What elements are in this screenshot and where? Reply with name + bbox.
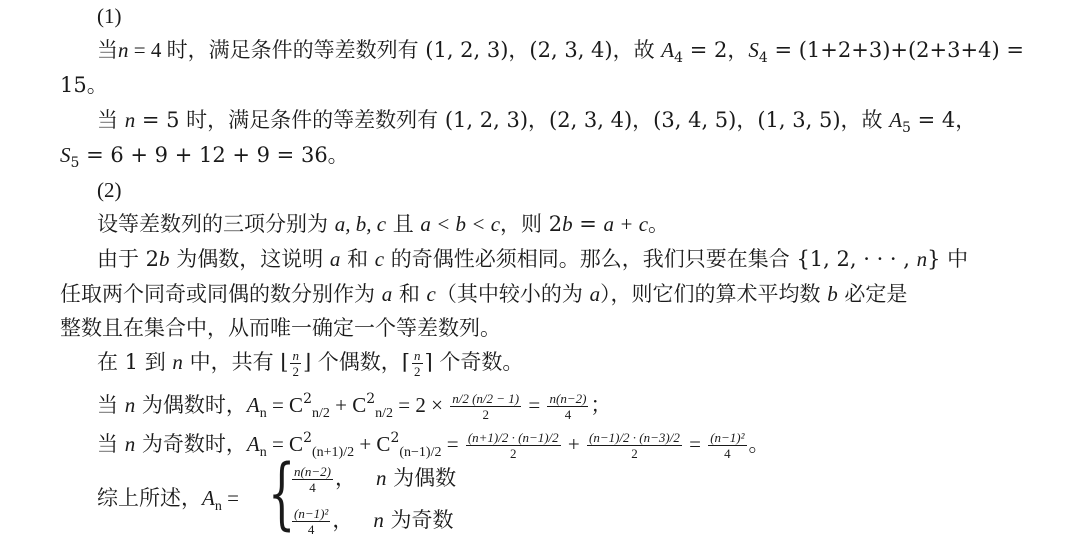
p2-l2a: 由于 2 — [97, 247, 160, 271]
p1-line1 — [97, 36, 1024, 72]
p1-line4 — [60, 141, 349, 177]
sub-5: 5 — [902, 120, 911, 136]
p2-l1d: a < b < c — [420, 212, 501, 236]
p1-l1b: 时，满足条件的等差数列有 (1, 2, 3)，(2, 3, 4)，故 — [166, 38, 662, 62]
frac-num: n(n−2) — [549, 391, 587, 406]
p2-l2i: } 中 — [927, 247, 969, 271]
frac-n-2b — [412, 348, 423, 379]
p1-line3 — [97, 106, 976, 142]
p2-l3h: b — [827, 282, 838, 306]
even-sub2: n/2 — [375, 406, 394, 421]
odd-a: 当 — [97, 432, 125, 456]
p2-l5e: ⌉ 个奇数。 — [424, 350, 524, 374]
even-frac1 — [450, 391, 521, 422]
frac-den: 2 — [631, 446, 638, 461]
p2-l2h: n — [916, 247, 928, 271]
frac-num: (n−1)/2 · (n−3)/2 — [589, 430, 680, 445]
p2-l2b: b — [159, 247, 170, 271]
sub-5b: 5 — [70, 155, 80, 171]
case1-sep: ， — [334, 466, 376, 490]
p2-l3i: 必定是 — [837, 282, 908, 306]
p2-l1a: 设等差数列的三项分别为 — [97, 212, 335, 236]
p2-l5d: ⌋ 个偶数，⌈ — [302, 350, 410, 374]
odd-eq2: = — [683, 432, 707, 456]
var-A: A — [202, 486, 215, 510]
p2-l3f: a — [589, 282, 601, 306]
p1-l1a: 当 — [97, 38, 118, 62]
frac-num: n — [292, 348, 299, 363]
p2-l4: 整数且在集合中，从而唯一确定一个等差数列。 — [60, 316, 501, 340]
even-plus: + C — [329, 393, 367, 417]
odd-b: n — [124, 432, 136, 456]
p2-l5b: n — [172, 350, 183, 374]
var-A: A — [661, 38, 675, 62]
p1-l3b: = 5 时，满足条件的等差数列有 (1, 2, 3)，(2, 3, 4)，(3, 4, 5)，(1, 3, 5)，故 — [135, 108, 890, 132]
p1-l3c: = 4， — [910, 108, 977, 132]
frac-den: 4 — [724, 446, 731, 461]
frac-den: 2 — [292, 364, 299, 379]
even-c: 为偶数时， — [135, 393, 247, 417]
p2-l3e: （其中较小的为 — [435, 282, 590, 306]
p2-l3g: ），则它们的算术平均数 — [600, 282, 828, 306]
p2-line3 — [60, 280, 907, 308]
odd-c: 为奇数时， — [135, 432, 247, 456]
p2-line4 — [60, 314, 501, 342]
frac-den: 2 — [414, 364, 421, 379]
p2-l2f: c — [374, 247, 385, 271]
even-frac2 — [547, 391, 588, 422]
sub-n: n — [214, 499, 222, 514]
p1-eq4: = 4 — [128, 38, 167, 62]
p1-l4: = 6 + 9 + 12 + 9 = 36。 — [79, 143, 349, 167]
frac-den: 4 — [564, 407, 572, 422]
sub-n: n — [259, 406, 267, 421]
case1-label: 为偶数 — [386, 466, 457, 490]
p2-line2 — [97, 245, 968, 273]
p2-line5 — [97, 348, 523, 379]
sup-2: 2 — [303, 430, 312, 446]
frac-n-2 — [290, 348, 301, 379]
odd-sub1: (n+1)/2 — [311, 445, 355, 460]
left-brace-icon: { — [268, 449, 296, 539]
even-b: n — [124, 393, 136, 417]
frac-num: n/2 (n/2 − 1) — [452, 391, 520, 406]
part1-label — [97, 2, 122, 30]
odd-eq: = — [441, 432, 464, 456]
p2-l5c: 中，共有 ⌊ — [182, 350, 289, 374]
p2-l2c: 为偶数，这说明 — [169, 247, 330, 271]
var-S: S — [60, 143, 71, 167]
sup-2: 2 — [303, 391, 312, 407]
case1-n: n — [375, 466, 387, 490]
p2-l2d: a — [329, 247, 341, 271]
p2-l3a: 任取两个同奇或同偶的数分别作为 — [60, 282, 382, 306]
odd-plus: + C — [354, 432, 391, 456]
frac-den: 2 — [482, 407, 489, 422]
var-A: A — [889, 108, 903, 132]
p1-line2 — [60, 71, 108, 99]
var-A: A — [246, 432, 260, 456]
p2-l1h: a + c — [603, 212, 649, 236]
odd-frac2 — [587, 430, 682, 461]
odd-end: 。 — [748, 432, 770, 456]
sup-2b: 2 — [390, 430, 400, 446]
part2-label-text: (2) — [97, 178, 122, 202]
p1-l1c: = 2， — [683, 38, 749, 62]
case2-label: 为奇数 — [383, 508, 454, 532]
var-S: S — [748, 38, 759, 62]
even-sub1: n/2 — [311, 406, 330, 421]
even-times: = 2 × — [393, 393, 449, 417]
case-odd — [290, 504, 454, 537]
odd-plus2: + — [562, 432, 586, 456]
p1-l2: 15。 — [60, 73, 108, 97]
case-even — [290, 462, 456, 495]
sub-4: 4 — [674, 50, 684, 66]
p2-l1i: 。 — [648, 212, 670, 236]
p2-l2g: 的奇偶性必须相同。那么，我们只要在集合 {1, 2, · · · , — [384, 247, 917, 271]
p2-l1e: ，则 2 — [500, 212, 563, 236]
p2-odd-line — [97, 424, 770, 467]
p2-l3b: a — [381, 282, 393, 306]
summary-a: 综上所述， — [97, 486, 202, 510]
sub-4b: 4 — [758, 50, 768, 66]
part2-label — [97, 176, 122, 204]
case2-sep: ， — [332, 508, 374, 532]
p2-l1c: 且 — [386, 212, 421, 236]
case2-frac — [292, 506, 330, 537]
var-n: n — [118, 38, 129, 62]
even-a: 当 — [97, 393, 125, 417]
p2-even-line — [97, 385, 611, 428]
p1-l3a: 当 — [97, 108, 125, 132]
odd-expr: = C — [266, 432, 304, 456]
odd-sub2: (n−1)/2 — [399, 445, 442, 460]
sub-n: n — [259, 445, 267, 460]
frac-den: 4 — [309, 480, 316, 495]
summary-line — [97, 484, 239, 521]
p2-l2e: 和 — [340, 247, 375, 271]
odd-frac3 — [708, 430, 746, 461]
p2-l1g: = — [572, 212, 604, 236]
p2-l5a: 在 1 到 — [97, 350, 173, 374]
even-eq: = — [523, 393, 546, 417]
frac-den: 2 — [510, 446, 517, 461]
frac-num: (n−1)² — [710, 430, 745, 445]
part1-label-text: (1) — [97, 4, 122, 28]
p2-l3c: 和 — [392, 282, 427, 306]
odd-frac1 — [466, 430, 561, 461]
p2-l1b: a, b, c — [334, 212, 387, 236]
p1-l1d: = (1+2+3)+(2+3+4) = — [767, 38, 1024, 62]
frac-den: 4 — [307, 522, 315, 537]
var-n: n — [124, 108, 136, 132]
case2-n: n — [373, 508, 384, 532]
p2-l1f: b — [562, 212, 573, 236]
var-A: A — [246, 393, 260, 417]
case1-frac — [292, 464, 333, 495]
summary-eq: = — [221, 486, 239, 510]
sup-2b: 2 — [366, 391, 376, 407]
frac-num: n — [414, 348, 421, 363]
p2-l3d: c — [426, 282, 436, 306]
even-expr: = C — [266, 393, 304, 417]
even-end: ； — [590, 393, 612, 417]
frac-num: n(n−2) — [294, 464, 331, 479]
p2-line1 — [97, 210, 669, 238]
frac-num: (n−1)² — [294, 506, 329, 521]
frac-num: (n+1)/2 · (n−1)/2 — [467, 430, 559, 445]
